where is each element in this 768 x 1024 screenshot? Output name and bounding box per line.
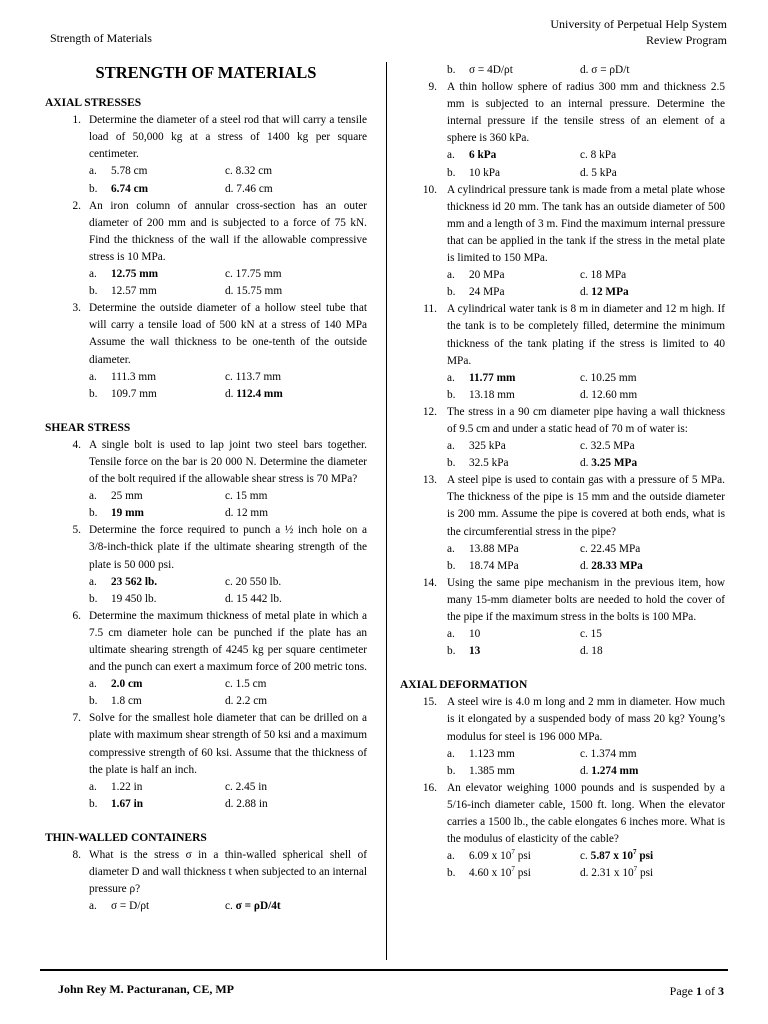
question-number: 10. [422, 183, 437, 196]
choice-d: d. 15.75 mm [225, 285, 283, 298]
choice-d: d. 12 mm [225, 507, 268, 520]
choices-9 [400, 147, 725, 181]
choices-6 [45, 676, 367, 710]
choice-d-answer: d. 12 MPa [580, 286, 629, 299]
question-7 [45, 710, 367, 778]
choice-b: b. 12.57 mm [89, 285, 157, 298]
choices-14 [400, 626, 725, 660]
section-heading-axial-stresses: AXIAL STRESSES [45, 97, 142, 110]
footer-author: John Rey M. Pacturanan, CE, MP [58, 982, 234, 996]
question-13 [400, 472, 725, 540]
choice-d: d. 2.31 x $10^7$ psi [580, 865, 654, 880]
question-9 [400, 79, 725, 147]
left-column [45, 62, 367, 915]
choice-b: b. 13.18 mm [447, 388, 515, 401]
choice-c: c. 8.32 cm [225, 165, 273, 178]
choices-5 [45, 574, 367, 608]
choice-d-answer: d. 3.25 MPa [580, 457, 638, 470]
question-number: 3. [72, 302, 81, 315]
choice-a-answer: a. 12.75 mm [89, 268, 159, 281]
choice-d: d. 2.88 in [225, 797, 268, 810]
header-program: Review Program [646, 33, 727, 47]
question-3 [45, 300, 367, 368]
choice-b-answer: b. 19 mm [89, 507, 144, 520]
choice-b: b. 1.8 cm [89, 695, 142, 708]
question-text: Determine the force required to punch a ½ inch hole on a 3/8-inch-thick plate if the ultimate shearing strength of the plate is 50 000 psi. [89, 524, 367, 571]
choice-c: c. 15 [580, 628, 602, 641]
choice-a-answer: a. 23 562 lb. [89, 575, 158, 588]
choice-a: a. 111.3 mm [89, 370, 156, 383]
choice-b: b. σ = 4D/ρt [447, 64, 513, 76]
question-text: Determine the outside diameter of a hollow steel tube that will carry a tensile load of 500 kN at a stress of 140 MPa Assume the wall thickness to be one-tenth of the outside diameter. [89, 302, 367, 366]
choice-c: c. 22.45 MPa [580, 542, 641, 555]
question-text: A steel pipe is used to contain gas with a pressure of 5 MPa. The thickness of the pipe is 15 mm and the outside diameter is 200 mm. Assume the pipe is covered at both ends, what is the circumferential stress in the pipe? [447, 474, 725, 538]
question-text: Solve for the smallest hole diameter that can be drilled on a plate with maximum shear strength of 50 ksi and a maximum compressive strength of 60 ksi. Assume that the thickness of the plate is half an inch. [89, 712, 367, 776]
choice-a: a. 13.88 MPa [447, 542, 519, 555]
question-text: Using the same pipe mechanism in the previous item, how many 15-mm diameter bolts are needed to hold the cover of the pipe if the maximum stress in the bolts is 100 MPa. [447, 576, 725, 623]
question-number: 16. [422, 781, 437, 794]
choice-b: b. 10 kPa [447, 166, 501, 179]
choice-b: b. 32.5 kPa [447, 457, 509, 470]
question-text: What is the stress σ in a thin-walled spherical shell of diameter D and wall thickness t when subjected to an internal pressure ρ? [89, 849, 367, 896]
choice-d: d. 15 442 lb. [225, 592, 282, 605]
question-number: 11. [423, 303, 437, 316]
choices-8-ac [45, 898, 367, 915]
question-number: 2. [72, 199, 81, 212]
choices-8-bd [400, 62, 725, 79]
section-heading-thin-walled: THIN-WALLED CONTAINERS [45, 831, 207, 844]
choice-a: a. σ = D/ρt [89, 900, 150, 913]
choice-c: c. 32.5 MPa [580, 440, 635, 453]
question-number: 6. [72, 609, 81, 622]
question-10 [400, 182, 725, 267]
choice-a: a. 6.09 x $10^7$ psi [447, 848, 531, 863]
choice-c: c. 8 kPa [580, 149, 617, 162]
choices-12 [400, 438, 725, 472]
choice-c: c. 113.7 mm [225, 370, 282, 383]
choice-c: c. 15 mm [225, 490, 268, 503]
choice-d: d. 12.60 mm [580, 388, 638, 401]
question-14 [400, 575, 725, 626]
question-text: A steel wire is 4.0 m long and 2 mm in diameter. How much is it elongated by a suspended body of mass 20 kg? Young’s modulus for steel is 196 000 MPa. [447, 696, 725, 743]
choices-10 [400, 267, 725, 301]
choice-d-answer: d. 112.4 mm [225, 387, 283, 400]
question-text: A cylindrical water tank is 8 m in diameter and 12 m high. If the tank is to be completely filled, determine the minimum thickness of the tank plating if the stress is limited to 40 MPa. [447, 303, 725, 367]
column-divider [386, 62, 387, 960]
choice-d-answer: d. 1.274 mm [580, 764, 639, 777]
footer-rule [40, 969, 728, 971]
choices-2 [45, 266, 367, 300]
choice-a-answer: a. 11.77 mm [447, 371, 516, 384]
choice-c: c. 1.374 mm [580, 747, 637, 760]
question-text: An iron column of annular cross-section has an outer diameter of 200 mm and is subjected to a force of 75 kN. Find the thickness of the wall if the allowable compressive stress is 10 MPa. [89, 199, 367, 263]
question-15 [400, 694, 725, 745]
running-header-right [550, 16, 727, 48]
choice-d: d. 7.46 cm [225, 182, 273, 195]
choice-b: b. 19 450 lb. [89, 592, 157, 605]
question-16 [400, 780, 725, 848]
question-2 [45, 198, 367, 266]
running-header-left: Strength of Materials [50, 31, 152, 45]
question-text: A thin hollow sphere of radius 300 mm and thickness 2.5 mm is subjected to an internal pressure. Determine the internal pressure if the tensile stress of an element of a sphere is 360 kPa. [447, 81, 725, 145]
right-column [400, 62, 725, 882]
header-university: University of Perpetual Help System [550, 17, 727, 31]
question-number: 7. [72, 712, 81, 725]
choices-16 [400, 848, 725, 882]
question-number: 12. [422, 405, 437, 418]
question-number: 4. [72, 438, 81, 451]
choices-15 [400, 746, 725, 780]
choice-a: a. 1.22 in [89, 780, 143, 793]
choices-11 [400, 370, 725, 404]
question-number: 5. [72, 524, 81, 537]
choices-3 [45, 369, 367, 403]
choices-4 [45, 488, 367, 522]
question-11 [400, 301, 725, 369]
choice-a: a. 10 [447, 628, 481, 641]
choice-a: a. 325 kPa [447, 440, 506, 453]
choice-b-answer: b. 1.67 in [89, 797, 144, 810]
question-1 [45, 112, 367, 163]
choice-c: c. 10.25 mm [580, 371, 637, 384]
choice-a-answer: a. 6 kPa [447, 149, 497, 162]
choice-b: b. 24 MPa [447, 286, 505, 299]
question-number: 13. [422, 474, 437, 487]
choice-d-answer: d. 28.33 MPa [580, 559, 643, 572]
question-text: Determine the diameter of a steel rod that will carry a tensile load of 50,000 kg at a stress of 1400 kg per square centimeter. [89, 114, 367, 161]
choices-13 [400, 541, 725, 575]
choice-b: b. 4.60 x $10^7$ psi [447, 865, 531, 880]
question-4 [45, 437, 367, 488]
choices-7 [45, 779, 367, 813]
choice-c: c. 17.75 mm [225, 268, 282, 281]
choice-d: d. σ = ρD/t [580, 64, 630, 76]
question-6 [45, 608, 367, 676]
choice-d: d. 5 kPa [580, 166, 617, 179]
choice-b: b. 1.385 mm [447, 764, 515, 777]
page-number: Page 1 of 3 [669, 984, 724, 998]
choice-a-answer: a. 2.0 cm [89, 678, 143, 691]
choice-a: a. 20 MPa [447, 269, 505, 282]
question-number: 1. [72, 114, 81, 127]
choice-c: c. 20 550 lb. [225, 575, 282, 588]
choice-b: b. 18.74 MPa [447, 559, 519, 572]
question-12 [400, 404, 725, 438]
question-number: 14. [422, 576, 437, 589]
choice-c-answer: c. 5.87 x $10^7$ psi [580, 848, 654, 863]
choice-a: a. 25 mm [89, 490, 143, 503]
choice-d: d. 2.2 cm [225, 695, 268, 708]
choice-c: c. 18 MPa [580, 269, 627, 282]
question-5 [45, 522, 367, 573]
section-heading-axial-deformation: AXIAL DEFORMATION [400, 679, 528, 692]
question-number: 15. [422, 696, 437, 709]
question-8 [45, 847, 367, 898]
choice-c: c. 2.45 in [225, 780, 268, 793]
choice-a: a. 1.123 mm [447, 747, 515, 760]
choice-a: a. 5.78 cm [89, 165, 148, 178]
section-heading-shear-stress: SHEAR STRESS [45, 421, 131, 434]
choice-b-answer: b. 6.74 cm [89, 182, 149, 195]
choice-c: c. 1.5 cm [225, 678, 267, 691]
question-text: A cylindrical pressure tank is made from a metal plate whose thickness id 20 mm. The tank has an outside diameter of 500 mm and a length of 3 m. Find the maximum internal pressure that can be applied in the tank if the stress in the metal plate is limited to 150 MPa. [447, 183, 725, 265]
choice-d: d. 18 [580, 645, 603, 658]
page-title: STRENGTH OF MATERIALS [95, 63, 317, 82]
question-text: The stress in a 90 cm diameter pipe having a wall thickness of 9.5 cm and under a static head of 70 m of water is: [447, 405, 725, 435]
choices-1 [45, 163, 367, 197]
question-text: A single bolt is used to lap joint two steel bars together. Tensile force on the bar is 20 000 N. Determine the diameter of the bolt required if the allowable shear stress is 70 MPa? [89, 438, 367, 486]
choice-b-answer: b. 13 [447, 645, 481, 658]
choice-b: b. 109.7 mm [89, 387, 157, 400]
question-text: Determine the maximum thickness of metal plate in which a 7.5 cm diameter hole can be punched if the plate has an ultimate shearing strength of 4245 kg per square centimeter and the punch can exert a maximum force of 200 metric tons. [89, 609, 367, 674]
question-number: 8. [72, 849, 81, 862]
choice-c-answer: c. σ = ρD/4t [225, 900, 281, 913]
question-text: An elevator weighing 1000 pounds and is suspended by a 5/16-inch diameter cable, 1500 ft. long. When the elevator carries a 1500 lb., the cable elongates 6 inches more. What is the modulus of elasticity of the cable? [447, 781, 725, 846]
question-number: 9. [428, 81, 437, 94]
